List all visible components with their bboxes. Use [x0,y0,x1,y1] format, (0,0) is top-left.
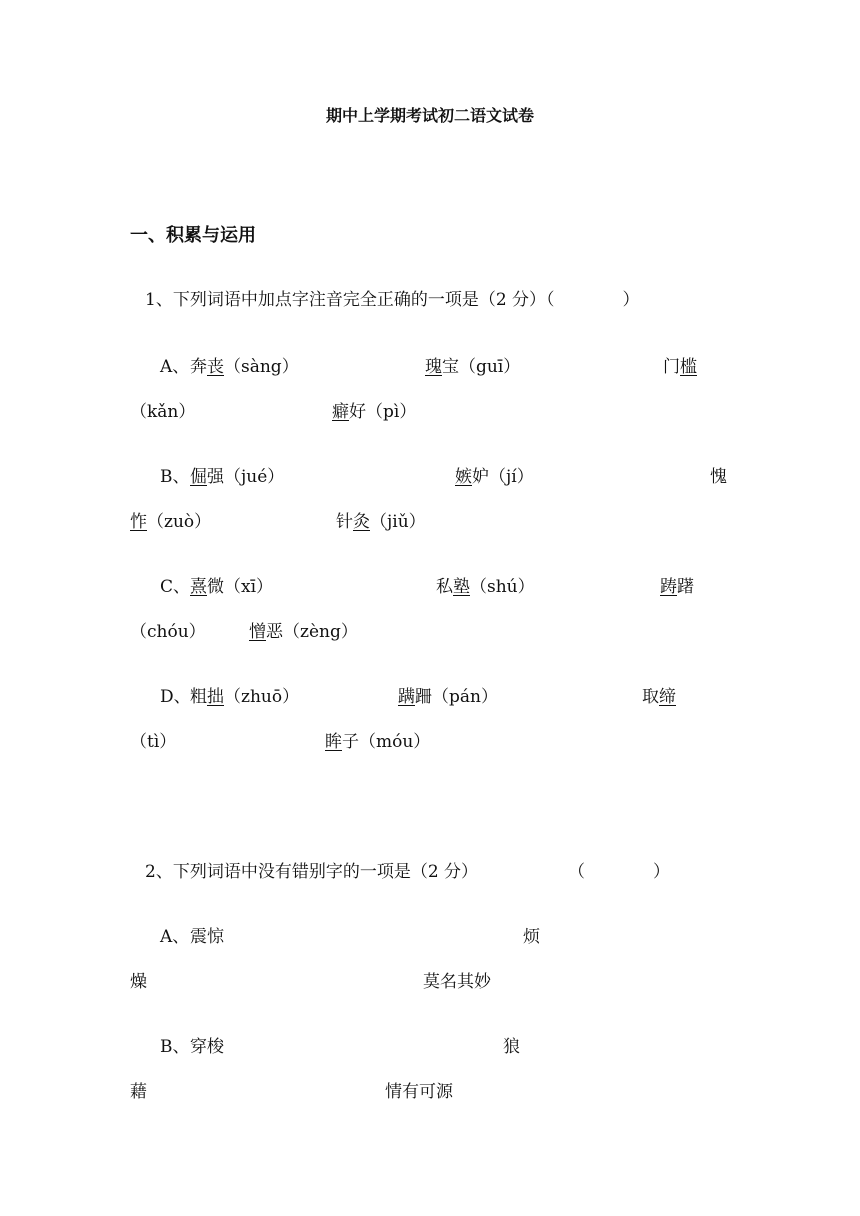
q1-option-a-word2: 瑰宝（guī） [425,357,521,377]
question-2-answer-paren: （ ） [568,862,670,882]
q1-option-a-word3: 门槛 [663,357,697,377]
q1-option-a-word3-pinyin: （kǎn） [130,402,196,422]
q1-option-c-word1: 熹微（xī） [190,577,274,597]
q1-option-b-word3-first: 愧 [710,467,727,487]
q1-option-d-word3-pinyin: （tì） [130,732,177,752]
q1-option-b-word4: 针灸（jiǔ） [336,512,426,532]
q1-option-c-word2: 私塾（shú） [436,577,535,597]
q2-option-a-word1: 震惊 [190,927,224,947]
q1-option-d-word4: 眸子（móu） [325,732,431,752]
q1-option-b-word1: 倔强（jué） [190,467,285,487]
q2-option-b-word1: 穿梭 [190,1037,224,1057]
q1-option-c-word3: 踌躇 [660,577,694,597]
question-2-stem: 2、下列词语中没有错别字的一项是（2 分） [145,862,479,882]
q2-option-a-word2-rest: 燥 [130,972,147,992]
q2-option-a-label: A、 [160,927,190,947]
q1-option-b-word2: 嫉妒（jí） [455,467,534,487]
page-title: 期中上学期考试初二语文试卷 [325,106,534,125]
q1-option-c-word4: 憎恶（zèng） [249,622,358,642]
q1-option-a-word4: 癖好（pì） [332,402,417,422]
q1-option-b-label: B、 [160,467,190,487]
question-1-stem: 1、下列词语中加点字注音完全正确的一项是（2 分）（ ） [145,290,640,310]
q1-option-c-word3-pinyin: （chóu） [130,622,206,642]
q1-option-d-word2: 蹒跚（pán） [398,687,498,707]
q1-option-d-word3: 取缔 [642,687,676,707]
q1-option-a-word1: 奔丧（sàng） [190,357,299,377]
q1-option-c-label: C、 [160,577,191,597]
q1-option-d-label: D、 [160,687,191,707]
q1-option-d-word1: 粗拙（zhuō） [190,687,300,707]
q2-option-a-word3: 莫名其妙 [423,972,491,992]
section-heading: 一、积累与运用 [130,225,256,246]
q2-option-b-word3: 情有可源 [385,1082,453,1102]
q1-option-b-word3-rest: 怍（zuò） [130,512,212,532]
q2-option-b-word2-first: 狼 [503,1037,520,1057]
q1-option-a-label: A、 [160,357,190,377]
q2-option-b-word2-rest: 藉 [130,1082,147,1102]
q2-option-b-label: B、 [160,1037,190,1057]
q2-option-a-word2-first: 烦 [523,927,540,947]
